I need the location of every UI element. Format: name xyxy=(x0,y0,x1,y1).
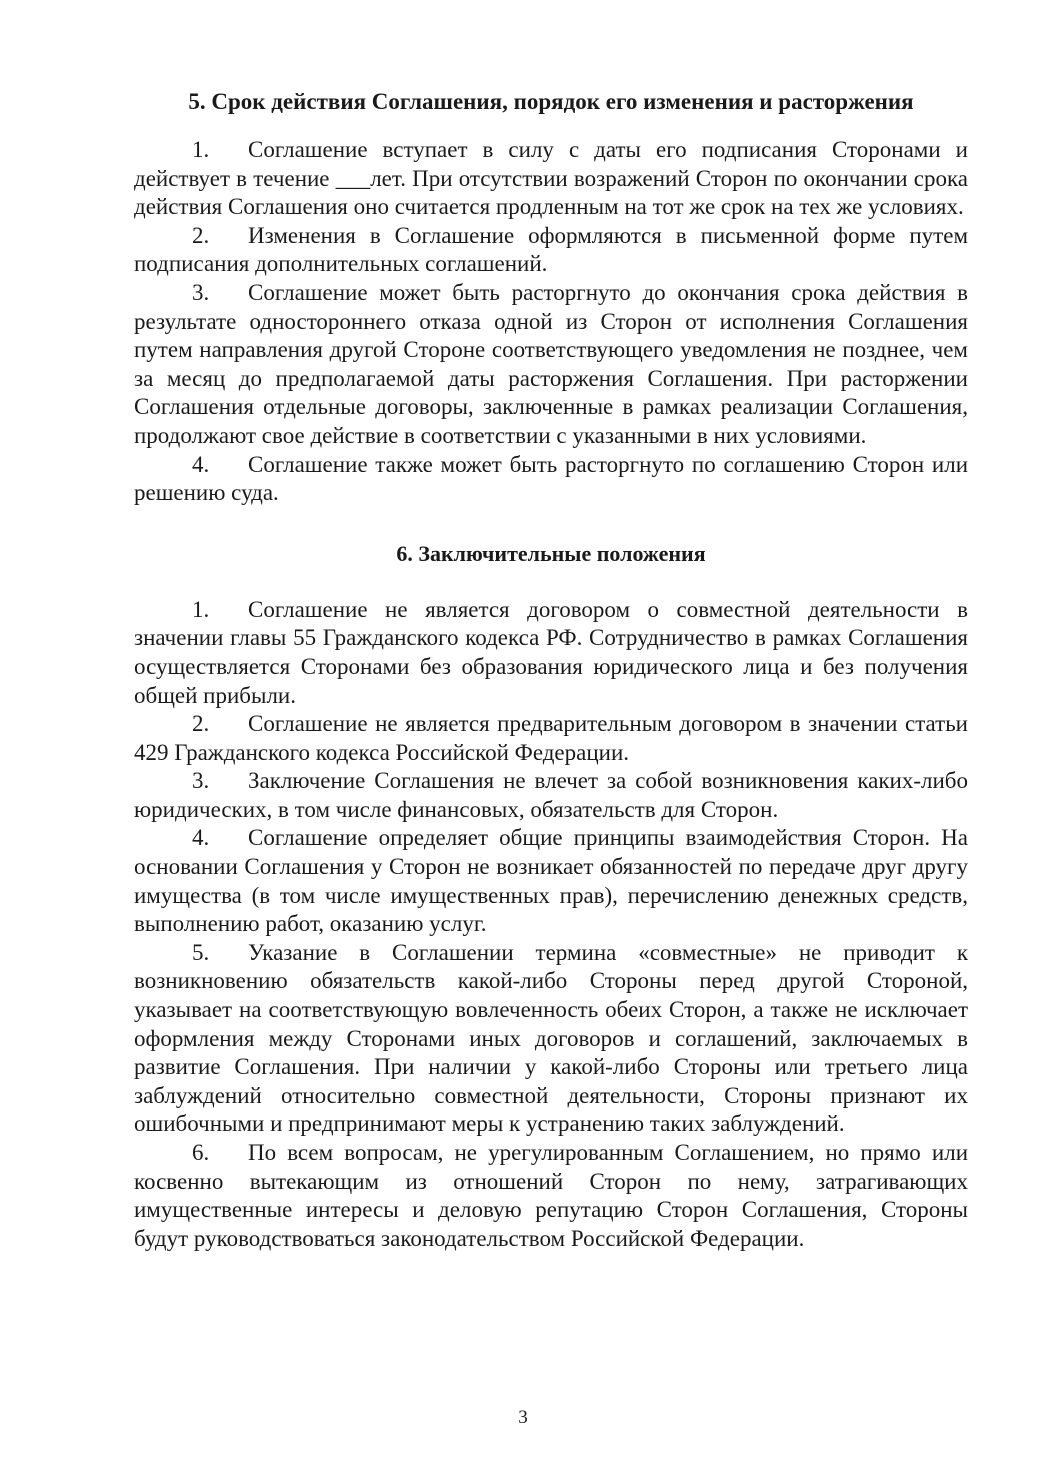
section-5-item-4 xyxy=(134,451,968,508)
item-number: 1. xyxy=(192,596,210,622)
item-text: По всем вопросам, не урегулированным Соглашением, но прямо или косвенно вытекающим из отношений Сторон по нему, затрагивающих имущественные интересы и деловую репутацию Сторон Соглашения, Стороны будут руководствоваться законодательством Российской Федерации. xyxy=(134,1140,968,1251)
section-5-item-3 xyxy=(134,279,968,451)
item-number: 3. xyxy=(192,279,210,305)
section-6-item-6 xyxy=(134,1139,968,1253)
section-6-item-1 xyxy=(134,596,968,710)
section-5-item-1 xyxy=(134,136,968,222)
item-number: 4. xyxy=(192,451,210,477)
item-text: Соглашение определяет общие принципы взаимодействия Сторон. На основании Соглашения у Сторон не возникает обязанностей по передаче друг другу имущества (в том числе имущественных прав), перечислению денежных средств, выполнению работ, оказанию услуг. xyxy=(134,825,968,937)
item-number: 2. xyxy=(192,222,210,248)
section-5-title: 5. Срок действия Соглашения, порядок его изменения и расторжения xyxy=(188,89,914,114)
section-6-item-4 xyxy=(134,824,968,938)
section-6-item-2 xyxy=(134,710,968,767)
item-text: Соглашение не является договором о совместной деятельности в значении главы 55 Гражданского кодекса РФ. Сотрудничество в рамках Соглашения осуществляется Сторонами без образования юридического лица и без получения общей прибыли. xyxy=(134,596,968,708)
item-number: 4. xyxy=(192,825,210,851)
section-6-title: 6. Заключительные положения xyxy=(396,540,706,566)
item-number: 6. xyxy=(192,1140,210,1165)
item-number: 5. xyxy=(192,939,210,965)
item-text: Соглашение также может быть расторгнуто по соглашению Сторон или решению суда. xyxy=(134,451,968,506)
section-5-item-2 xyxy=(134,222,968,279)
item-text: Заключение Соглашения не влечет за собой возникновения каких-либо юридических, в том числе финансовых, обязательств для Сторон. xyxy=(134,768,968,822)
item-text: Соглашение может быть расторгнуто до окончания срока действия в результате одностороннего отказа одной из Сторон от исполнения Соглашения путем направления другой Стороне соответствующего уведомления не позднее, чем за месяц до предполагаемой даты расторжения Соглашения. При расторжении Соглашения отдельные договоры, заключенные в рамках реализации Соглашения, продолжают свое действие в соответствии с указанными в них условиями. xyxy=(134,279,968,448)
section-6-item-5 xyxy=(134,939,968,1139)
page-number: 3 xyxy=(518,1407,528,1428)
item-text: Указание в Соглашении термина «совместные» не приводит к возникновению обязательств какой-либо Стороны перед другой Стороной, указывает на соответствующую вовлеченность обеих Сторон, а также не исключает оформления между Сторонами иных договоров и соглашений, заключаемых в развитие Соглашения. При наличии у какой-либо Стороны или третьего лица заблуждений относительно совместной деятельности, Стороны признают их ошибочными и предпринимают меры к устранению таких заблуждений. xyxy=(134,939,968,1137)
item-number: 1. xyxy=(192,137,210,162)
section-6-item-3 xyxy=(134,767,968,824)
item-number: 3. xyxy=(192,768,210,794)
item-number: 2. xyxy=(192,711,210,737)
item-text: Изменения в Соглашение оформляются в письменной форме путем подписания дополнительных соглашений. xyxy=(134,222,968,277)
item-text: Соглашение вступает в силу с даты его подписания Сторонами и действует в течение ___лет. При отсутствии возражений Сторон по окончании срока действия Соглашения оно считается продленным на тот же срок на тех же условиях. xyxy=(134,137,968,220)
item-text: Соглашение не является предварительным договором в значении статьи 429 Гражданского кодекса Российской Федерации. xyxy=(134,711,968,765)
document-body xyxy=(134,88,968,1253)
